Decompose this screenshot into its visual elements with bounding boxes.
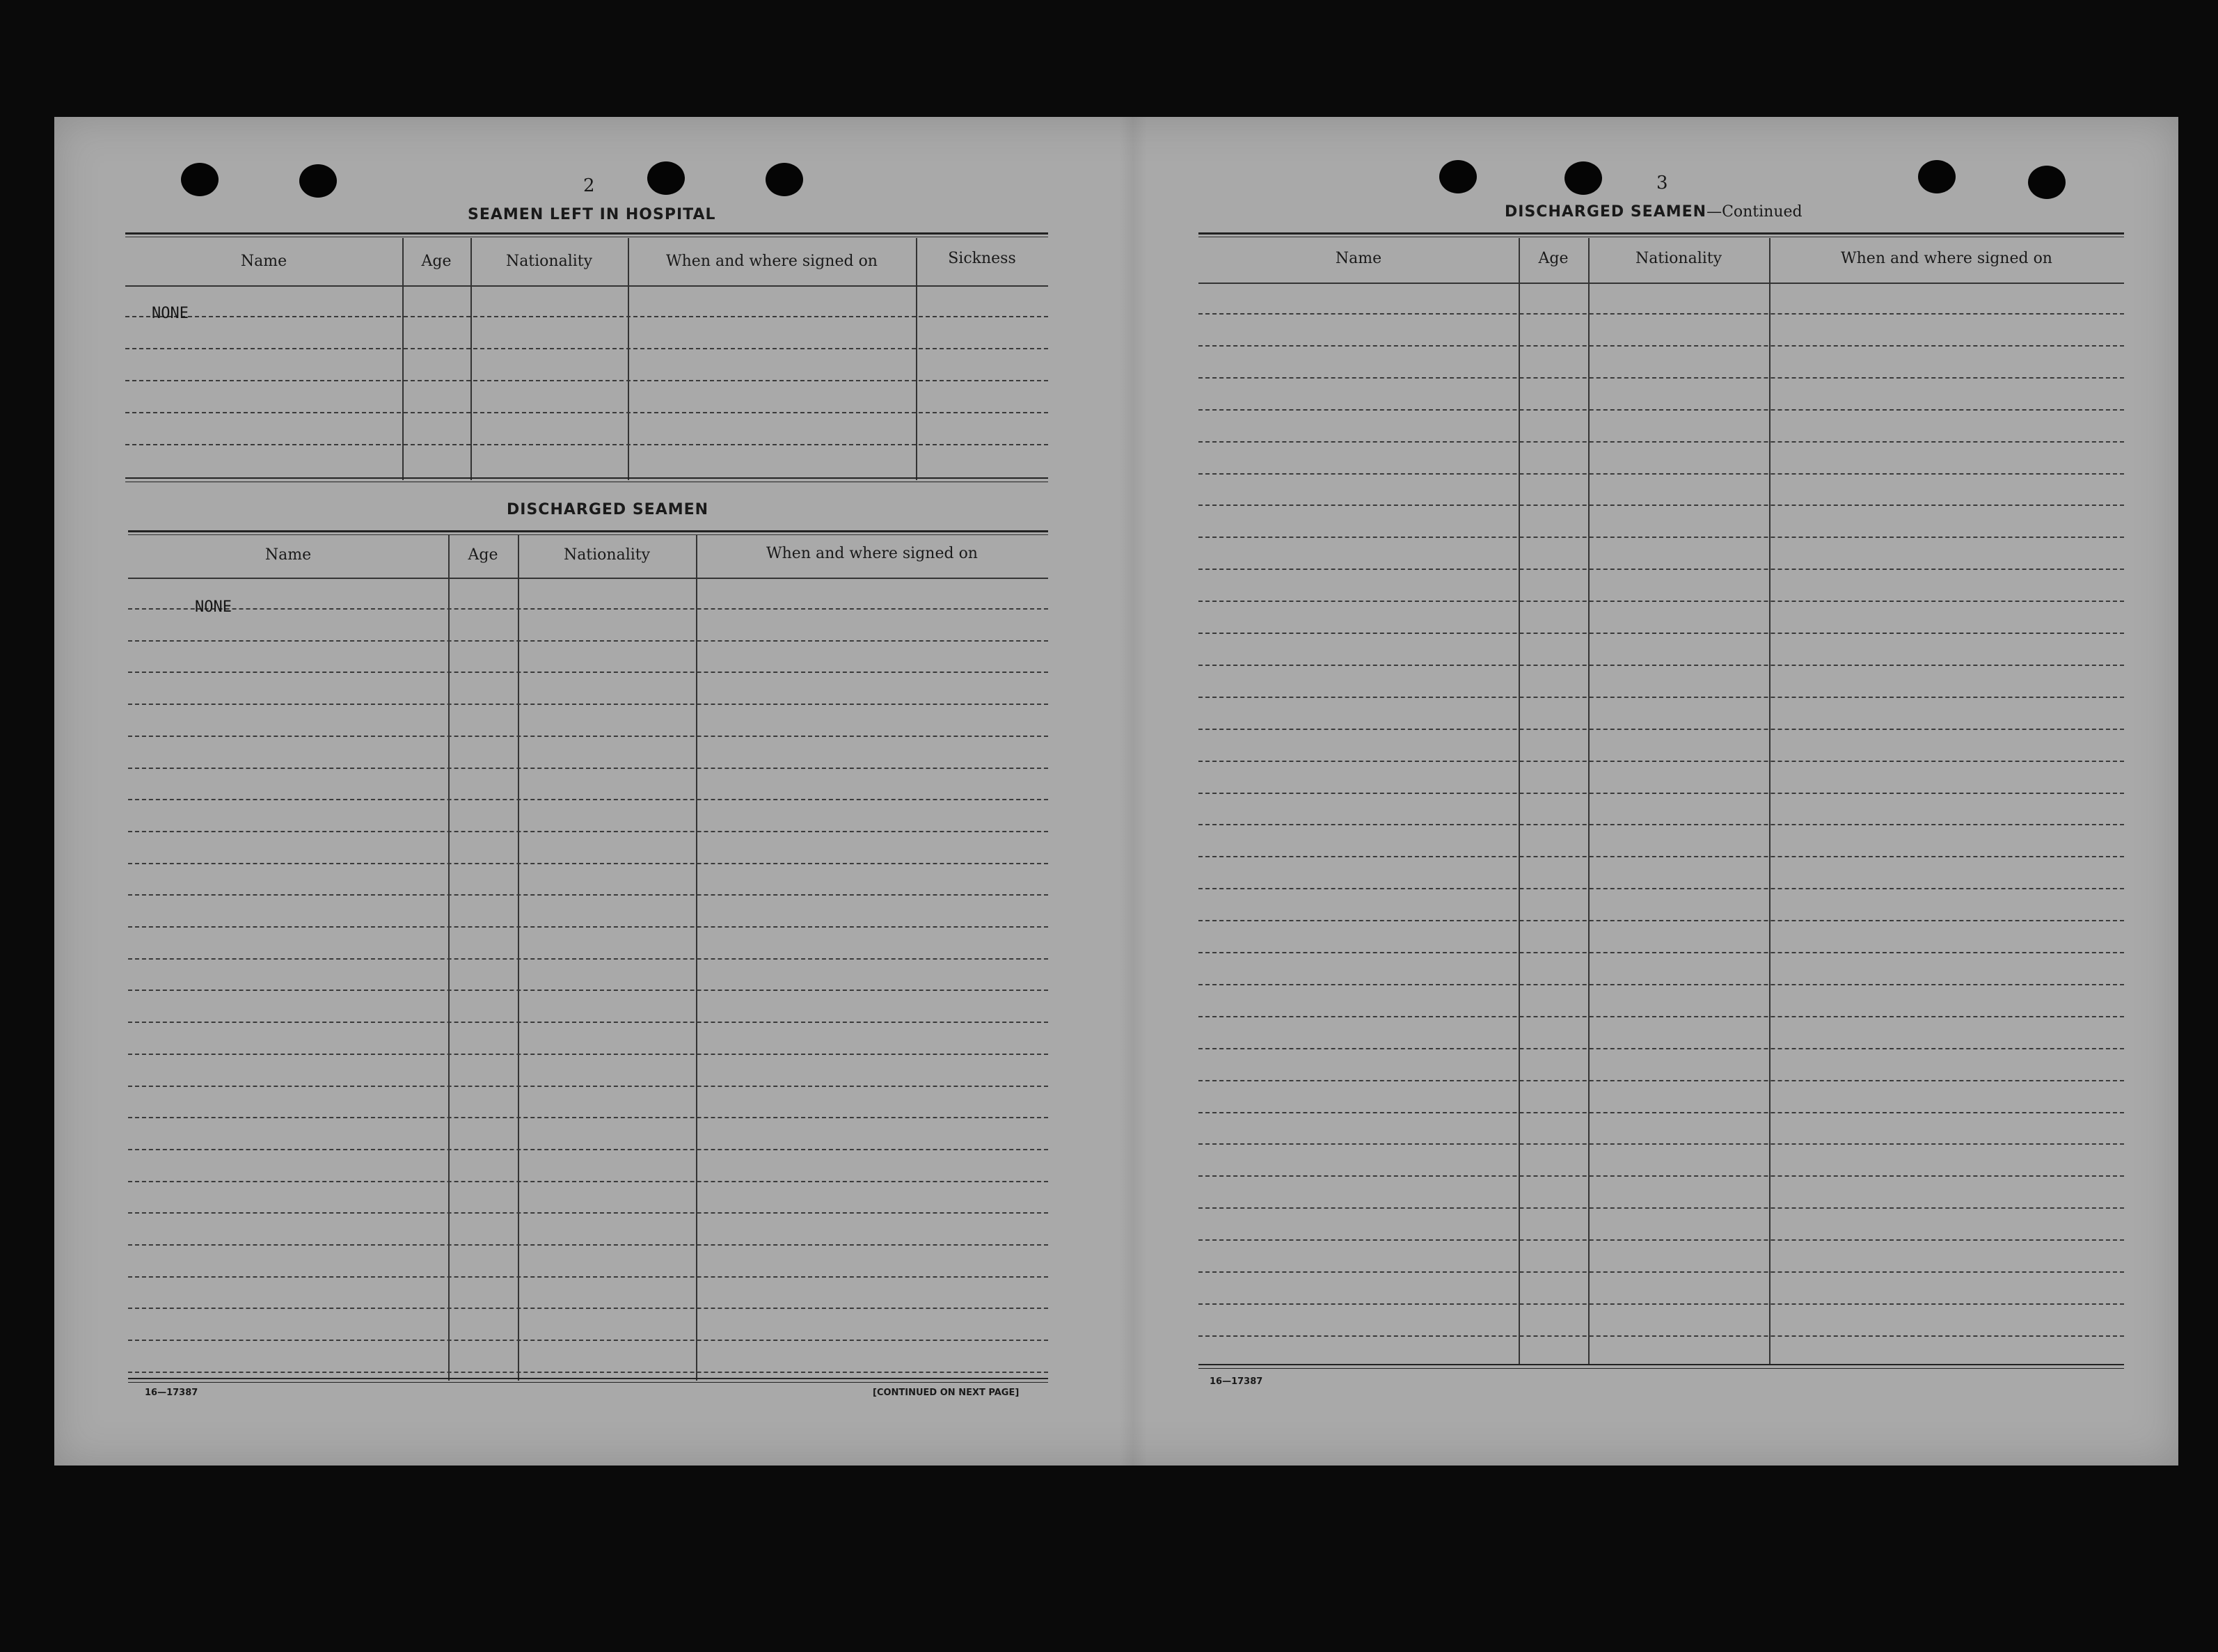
ruled-line: [1198, 856, 2124, 857]
ruled-line: [128, 990, 1048, 991]
ruled-line: [1198, 888, 2124, 889]
punch-hole: [299, 164, 337, 198]
punch-hole: [1439, 160, 1477, 193]
punch-hole: [766, 163, 803, 196]
ruled-line: [1198, 1080, 2124, 1081]
col-header-signed-on: When and where signed on: [766, 544, 978, 562]
ruled-line: [128, 926, 1048, 928]
punch-hole: [181, 163, 219, 196]
ruled-line: [1198, 952, 2124, 953]
hospital-entry-none: NONE: [152, 305, 189, 322]
col-header-sickness: Sickness: [948, 249, 1016, 267]
ruled-line: [128, 1022, 1048, 1023]
ruled-line: [128, 1212, 1048, 1214]
discharged-section-title: DISCHARGED SEAMEN: [507, 501, 709, 518]
ruled-line: [128, 1054, 1048, 1055]
ruled-line: [128, 608, 1048, 610]
ruled-line: [1198, 1112, 2124, 1113]
ruled-line: [1198, 1048, 2124, 1049]
discharged-continued-title-suffix: —Continued: [1706, 203, 1803, 221]
ruled-line: [1198, 313, 2124, 315]
col-header-nationality: Nationality: [505, 252, 593, 270]
ruled-line: [128, 1276, 1048, 1278]
ruled-line: [128, 863, 1048, 864]
form-number-right: 16—17387: [1210, 1376, 1263, 1387]
ruled-line: [128, 1308, 1048, 1309]
document-sheet: [54, 117, 2178, 1466]
ruled-line: [1198, 505, 2124, 506]
ruled-line: [128, 1340, 1048, 1341]
col-header-age: Age: [468, 546, 498, 564]
ruled-line: [128, 958, 1048, 960]
ruled-line: [128, 831, 1048, 832]
ruled-line: [1198, 984, 2124, 985]
ruled-line: [128, 1149, 1048, 1150]
page-gutter: [1119, 117, 1147, 1466]
ruled-line: [1198, 377, 2124, 379]
ruled-line: [1198, 1239, 2124, 1241]
ruled-line: [1198, 601, 2124, 602]
discharged-continued-title-main: DISCHARGED SEAMEN: [1505, 203, 1707, 221]
punch-hole: [1565, 161, 1602, 195]
ruled-line: [1198, 441, 2124, 443]
ruled-line: [128, 704, 1048, 705]
punch-hole: [1918, 160, 1956, 193]
ruled-line: [1198, 729, 2124, 730]
discharged-table-left: [128, 530, 1048, 1381]
ruled-line: [1198, 633, 2124, 634]
ruled-line: [1198, 409, 2124, 411]
ruled-line: [1198, 1335, 2124, 1337]
hospital-section-title: SEAMEN LEFT IN HOSPITAL: [468, 206, 716, 223]
ruled-line: [128, 1086, 1048, 1087]
ruled-line: [1198, 1271, 2124, 1273]
ruled-line: [1198, 1207, 2124, 1209]
col-header-signed-on: When and where signed on: [666, 252, 878, 270]
col-header-name: Name: [240, 252, 287, 270]
page-number-right: 3: [1656, 173, 1668, 193]
ruled-line: [128, 1117, 1048, 1118]
col-header-nationality: Nationality: [563, 546, 651, 564]
ruled-line: [1198, 345, 2124, 347]
continued-note: [CONTINUED ON NEXT PAGE]: [873, 1388, 1020, 1398]
punch-hole: [2028, 166, 2066, 199]
ruled-line: [128, 768, 1048, 769]
ruled-line: [128, 1372, 1048, 1373]
ruled-line: [1198, 920, 2124, 921]
ruled-line: [128, 1244, 1048, 1246]
ruled-line: [1198, 569, 2124, 570]
ruled-line: [128, 799, 1048, 800]
ruled-line: [1198, 1143, 2124, 1145]
col-header-age: Age: [421, 252, 452, 270]
ruled-line: [1198, 1175, 2124, 1177]
ruled-line: [1198, 1016, 2124, 1017]
col-header-nationality: Nationality: [1635, 249, 1722, 267]
ruled-line: [1198, 1303, 2124, 1305]
ruled-line: [128, 672, 1048, 673]
col-header-name: Name: [1335, 249, 1382, 267]
ruled-line: [1198, 793, 2124, 794]
discharged-table-right: [1198, 232, 2124, 1368]
ruled-line: [1198, 761, 2124, 762]
form-number-left: 16—17387: [145, 1388, 198, 1398]
ruled-line: [128, 640, 1048, 642]
ruled-line: [1198, 824, 2124, 825]
col-header-name: Name: [264, 546, 312, 564]
col-header-age: Age: [1538, 249, 1569, 267]
ruled-line: [128, 1181, 1048, 1182]
ruled-line: [1198, 473, 2124, 475]
col-header-signed-on: When and where signed on: [1841, 249, 2052, 267]
ruled-line: [128, 736, 1048, 737]
page-number-left: 2: [583, 175, 595, 196]
discharged-continued-title: [1505, 203, 1803, 221]
ruled-line: [1198, 537, 2124, 538]
ruled-line: [1198, 697, 2124, 698]
ruled-line: [1198, 665, 2124, 666]
ruled-line: [128, 894, 1048, 896]
discharged-entry-none: NONE: [195, 598, 232, 616]
punch-hole: [647, 161, 685, 195]
